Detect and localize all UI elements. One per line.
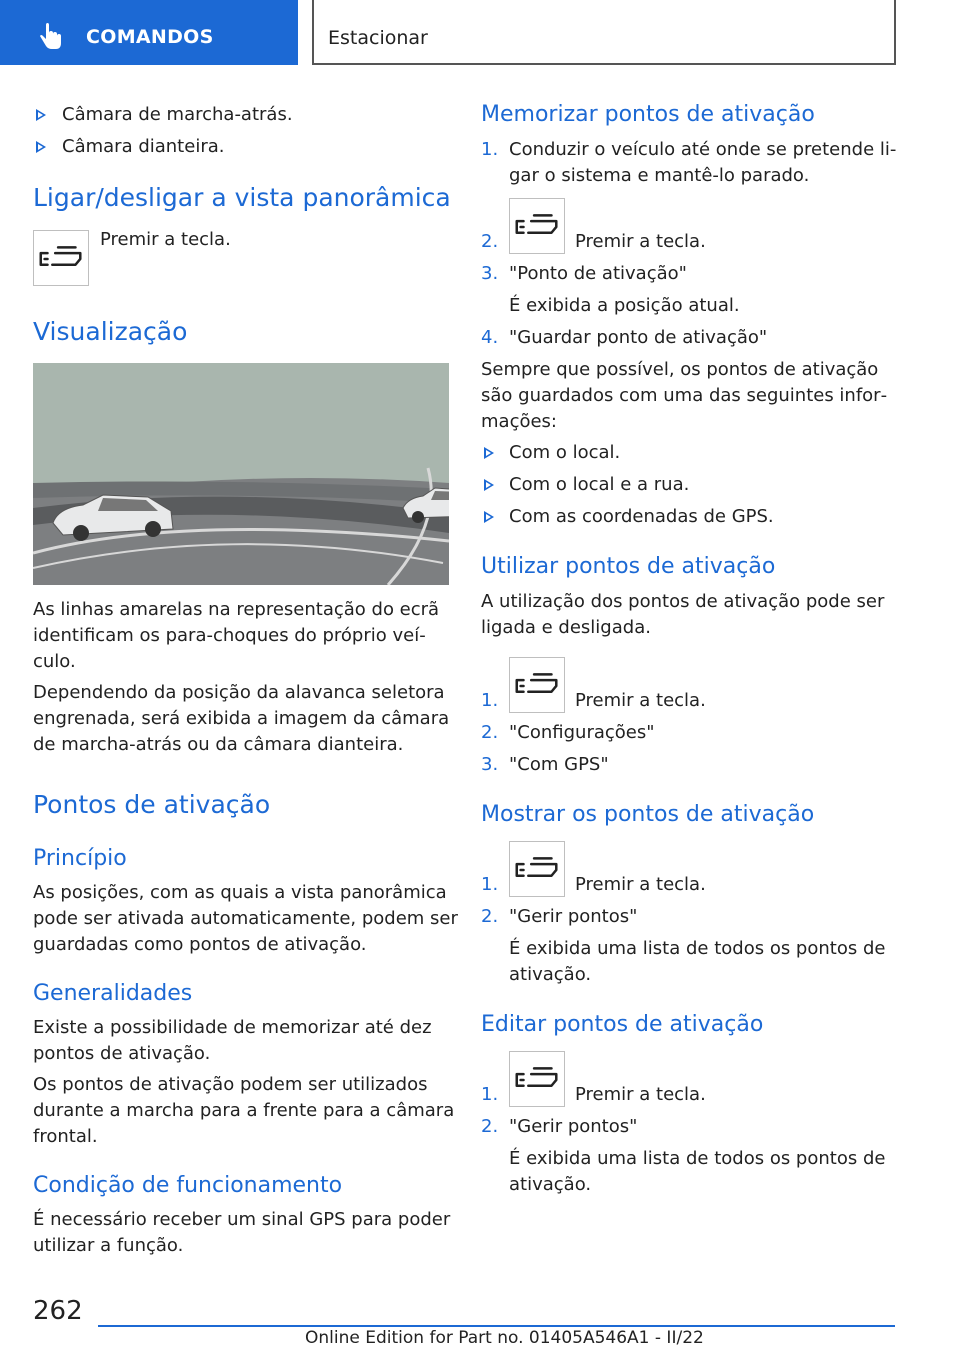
panoramic-view-image: [33, 363, 449, 585]
step-number: 2.: [481, 1116, 499, 1137]
sempre-line: mações:: [481, 411, 557, 432]
principio-line: pode ser ativada automaticamente, podem ser: [33, 908, 458, 929]
bullet-text: Com o local.: [509, 442, 621, 463]
principio-line: guardadas como pontos de ativação.: [33, 934, 367, 955]
camera-view-button-icon[interactable]: [509, 1051, 565, 1107]
uti-step-1: Premir a tecla.: [575, 690, 706, 711]
vis-line: culo.: [33, 651, 76, 672]
bullet-icon: [484, 447, 494, 459]
mem-step-3-result: É exibida a posição atual.: [509, 295, 740, 316]
step-number: 1.: [481, 690, 499, 711]
condicao-line: É necessário receber um sinal GPS para poder: [33, 1209, 451, 1230]
footer-divider: [98, 1325, 895, 1327]
step-number: 2.: [481, 231, 499, 252]
camera-view-button-icon[interactable]: [509, 657, 565, 713]
camera-view-button-icon[interactable]: [509, 198, 565, 254]
step-number: 2.: [481, 722, 499, 743]
heading-editar: Editar pontos de ativação: [481, 1012, 764, 1037]
chapter-tab: [0, 0, 298, 65]
premir-text: Premir a tecla.: [100, 229, 231, 250]
step-number: 3.: [481, 263, 499, 284]
hand-touch-icon: [36, 22, 66, 52]
page-number: 262: [33, 1296, 83, 1326]
section-header: [312, 0, 896, 65]
bullet-text: Com o local e a rua.: [509, 474, 690, 495]
sempre-line: Sempre que possível, os pontos de ativação: [481, 359, 879, 380]
bullet-text: Câmara dianteira.: [62, 136, 225, 157]
gen-line: pontos de ativação.: [33, 1043, 211, 1064]
principio-line: As posições, com as quais a vista panorâmica: [33, 882, 447, 903]
vis-line: Dependendo da posição da alavanca seletora: [33, 682, 445, 703]
edi-step-1: Premir a tecla.: [575, 1084, 706, 1105]
heading-pontos: Pontos de ativação: [33, 790, 271, 819]
heading-ligar: Ligar/desligar a vista panorâmica: [33, 183, 451, 212]
heading-visualizacao: Visualização: [33, 317, 188, 346]
edi-step-2: "Gerir pontos": [509, 1116, 638, 1137]
mos-step-2-result: É exibida uma lista de todos os pontos de: [509, 938, 886, 959]
vis-line: identificam os para-choques do próprio veí‐: [33, 625, 426, 646]
footer-edition: Online Edition for Part no. 01405A546A1 - II/22: [305, 1328, 704, 1348]
vis-line: As linhas amarelas na representação do ecrã: [33, 599, 440, 620]
bullet-icon: [36, 141, 46, 153]
bullet-text: Câmara de marcha-atrás.: [62, 104, 293, 125]
edi-step-2-result: É exibida uma lista de todos os pontos de: [509, 1148, 886, 1169]
bullet-text: Com as coordenadas de GPS.: [509, 506, 774, 527]
edi-step-2-result: ativação.: [509, 1174, 592, 1195]
step-number: 1.: [481, 139, 499, 160]
mem-step-2: Premir a tecla.: [575, 231, 706, 252]
step-number: 4.: [481, 327, 499, 348]
uti-step-2: "Configurações": [509, 722, 655, 743]
gen-line: Os pontos de ativação podem ser utilizados: [33, 1074, 428, 1095]
bullet-icon: [36, 109, 46, 121]
camera-view-button-icon[interactable]: [509, 841, 565, 897]
bullet-icon: [484, 479, 494, 491]
utilizar-line: A utilização dos pontos de ativação pode ser: [481, 591, 885, 612]
mem-step-3: "Ponto de ativação": [509, 263, 687, 284]
condicao-line: utilizar a função.: [33, 1235, 184, 1256]
vis-line: engrenada, será exibida a imagem da câmara: [33, 708, 450, 729]
camera-view-button-icon[interactable]: [33, 230, 89, 286]
heading-condicao: Condição de funcionamento: [33, 1173, 343, 1198]
utilizar-line: ligada e desligada.: [481, 617, 651, 638]
mos-step-2: "Gerir pontos": [509, 906, 638, 927]
chapter-label: COMANDOS: [86, 26, 214, 48]
uti-step-3: "Com GPS": [509, 754, 609, 775]
heading-mostrar: Mostrar os pontos de ativação: [481, 802, 815, 827]
sempre-line: são guardados com uma das seguintes infor‐: [481, 385, 888, 406]
mos-step-2-result: ativação.: [509, 964, 592, 985]
section-label: Estacionar: [328, 27, 428, 49]
step-number: 1.: [481, 1084, 499, 1105]
heading-utilizar: Utilizar pontos de ativação: [481, 554, 776, 579]
mem-step-4: "Guardar ponto de ativação": [509, 327, 768, 348]
heading-principio: Princípio: [33, 846, 127, 871]
step-number: 2.: [481, 906, 499, 927]
heading-memorizar: Memorizar pontos de ativação: [481, 102, 815, 127]
mem-step-1: gar o sistema e mantê-lo parado.: [509, 165, 810, 186]
gen-line: durante a marcha para a frente para a câmara: [33, 1100, 455, 1121]
heading-generalidades: Generalidades: [33, 981, 193, 1006]
step-number: 1.: [481, 874, 499, 895]
vis-line: de marcha-atrás ou da câmara dianteira.: [33, 734, 404, 755]
step-number: 3.: [481, 754, 499, 775]
bullet-icon: [484, 511, 494, 523]
mos-step-1: Premir a tecla.: [575, 874, 706, 895]
gen-line: frontal.: [33, 1126, 98, 1147]
gen-line: Existe a possibilidade de memorizar até dez: [33, 1017, 432, 1038]
mem-step-1: Conduzir o veículo até onde se pretende li‐: [509, 139, 897, 160]
